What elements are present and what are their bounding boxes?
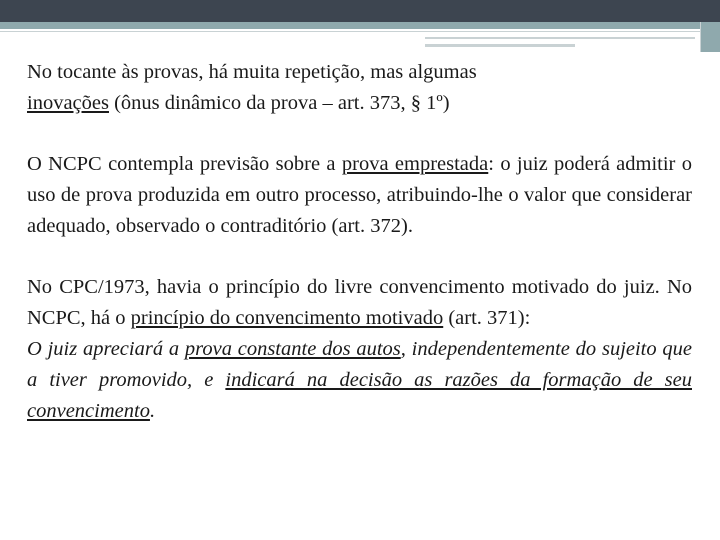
text-span: (art. 371): xyxy=(443,307,531,329)
header-bar-accent xyxy=(0,22,700,29)
text-span: O NCPC contempla previsão sobre a xyxy=(27,153,342,175)
text-span: O juiz apreciará a xyxy=(27,338,185,360)
text-span: (ônus dinâmico da prova – art. 373, § 1º) xyxy=(108,92,450,114)
header-divider xyxy=(0,31,700,32)
underlined-text: indicará na decisão as razões da formação de seu convencimento xyxy=(27,369,692,422)
header-divider xyxy=(425,44,575,47)
header-bar-accent-corner xyxy=(700,22,720,52)
underlined-text: princípio do convencimento motivado xyxy=(130,307,444,329)
text-span: No tocante às provas, há muita repetição, mas algumas xyxy=(27,61,477,83)
underlined-text: prova constante dos autos xyxy=(184,338,401,360)
text-span: No CPC/1973, havia o princípio do livre convencimento motivado do juiz. No NCPC, há o xyxy=(27,276,692,329)
underlined-text: prova emprestada xyxy=(341,153,489,175)
header-divider xyxy=(700,22,701,52)
paragraph-provas xyxy=(27,57,692,119)
text-span: : o juiz poderá admitir o uso de prova produzida em outro processo, atribuindo-lhe o valor que considerar adequado, observado o contraditório (art. 372). xyxy=(27,153,692,237)
header-divider xyxy=(425,37,695,39)
slide-body xyxy=(27,57,692,427)
paragraph-convencimento xyxy=(27,272,692,334)
text-span: . xyxy=(149,400,156,422)
paragraph-prova-emprestada xyxy=(27,149,692,242)
paragraph-citacao-art-371 xyxy=(27,334,692,427)
underlined-text: inovações xyxy=(27,92,109,114)
header-bar-dark xyxy=(0,0,720,22)
text-span: , independentemente do sujeito que a tiver promovido, e xyxy=(27,338,693,391)
